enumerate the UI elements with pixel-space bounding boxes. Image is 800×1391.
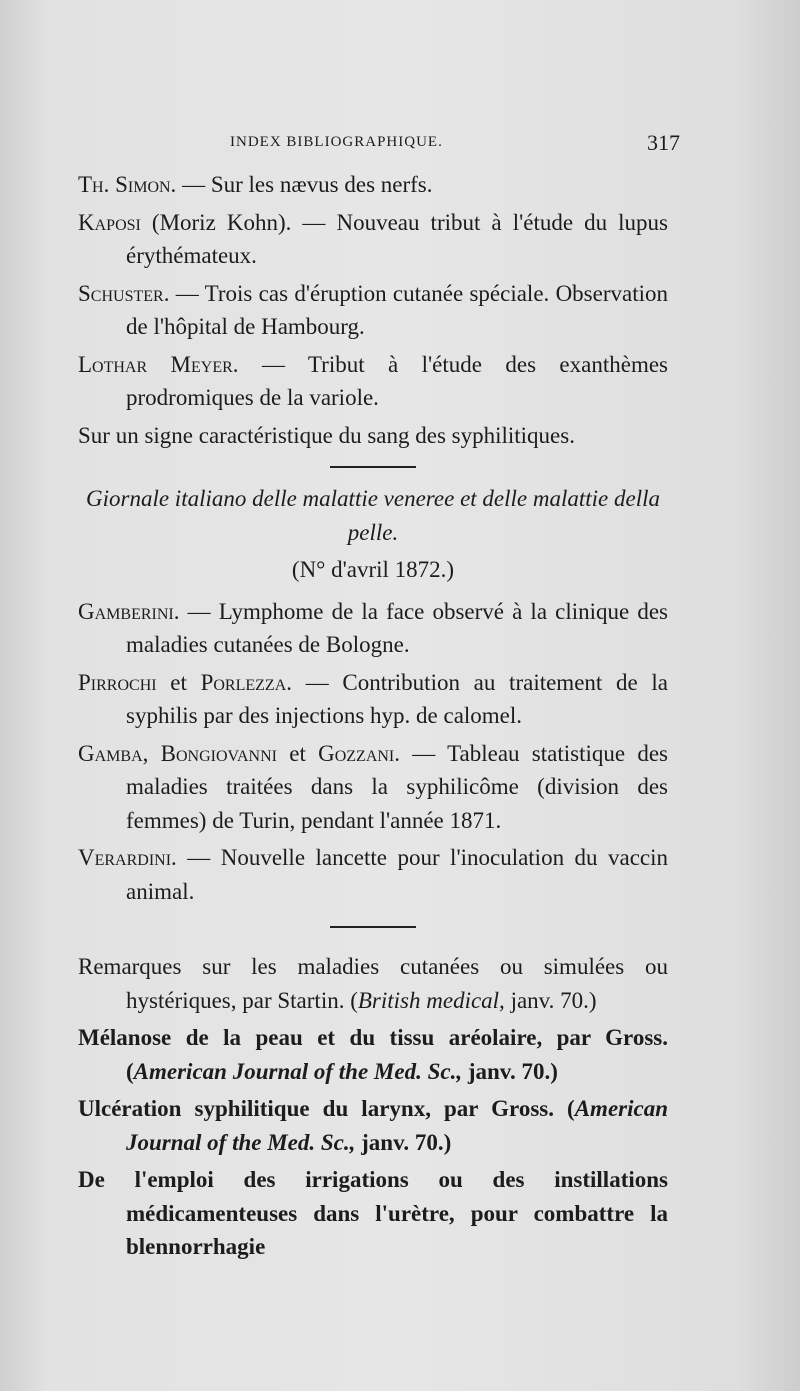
bibliography-entry [78,1021,668,1088]
entry-author: Gamba, Bongiovanni [78,740,277,766]
entry-date: janv. 70.) [504,987,597,1013]
section-divider [330,466,416,468]
bibliography-entry [78,666,668,733]
entry-author: Verardini. [78,845,177,870]
entry-text: — Lymphome de la face observé à la clinique des maladies cutanées de Bologne. [126,598,668,657]
journal-title: Giornale italiano delle malattie veneree et delle malattie della pelle. [86,486,660,545]
entry-text: — Nouvelle lancette pour l'inoculation du vaccin animal. [126,845,668,904]
entry-author: Pirrochi [78,669,157,695]
running-title: INDEX BIBLIOGRAPHIQUE. [230,134,443,150]
bibliography-entry [78,419,668,453]
bibliography-entry [78,206,668,273]
entry-text: (Moriz Kohn). — Nouveau tribut à l'étude du lupus érythémateux. [126,209,668,268]
entry-text: et [156,669,201,695]
entry-author: Schuster. [78,280,170,306]
entry-author: Kaposi [78,209,141,235]
entry-text-second: — Contribution au traitement de la syphilis par des injections hyp. de calomel. [126,669,668,728]
entry-author: Gamberini. [78,598,180,624]
bibliography-content [78,168,668,1268]
bibliography-entry [78,841,668,908]
section-divider [330,926,416,928]
entry-text: — Trois cas d'éruption cutanée spéciale. Observation de l'hôpital de Hambourg. [126,280,668,339]
entry-source: British medical, [357,987,505,1013]
bibliography-entry [78,168,668,202]
journal-issue: (N° d'avril 1872.) [291,557,455,582]
page-header [80,130,680,162]
entry-text: Sur un signe caractéristique du sang des syphilitiques. [78,422,575,448]
entry-date: janv. 70.) [462,1058,558,1084]
page-number: 317 [647,130,680,155]
bibliography-entry [78,595,668,662]
bibliography-entry [78,950,668,1017]
entry-author: Th. Simon. [78,172,177,197]
entry-text-second: — Tableau statistique des maladies traitées dans la syphilicôme (division des femmes) de Turin, pendant l'année 1871. [126,740,668,833]
entry-text: — Sur les nævus des nerfs. [176,172,433,197]
bibliography-entry [78,1092,668,1159]
bibliography-entry [78,348,668,415]
bibliography-entry [78,737,668,838]
entry-author-second: Porlezza. [200,669,292,695]
entry-text: Ulcération syphilitique du larynx, par Gross. ( [78,1096,575,1121]
bibliography-entry [78,277,668,344]
entry-text: — Tribut à l'étude des exanthèmes prodromiques de la variole. [126,351,668,410]
entry-text: et [277,740,319,766]
entry-source: American Journal of the Med. Sc., [126,1096,668,1155]
entry-text: Remarques sur les maladies cutanées ou simulées ou hystériques, par Startin. ( [78,954,668,1013]
entry-source: American Journal of the Med. Sc., [133,1058,463,1084]
entry-text: De l'emploi des irrigations ou des instillations médicamenteuses dans l'urètre, pour combattre la blennorrhagie [78,1167,668,1259]
entry-author: Lothar Meyer. [78,351,239,377]
entry-text: Mélanose de la peau et du tissu aréolaire, par Gross. ( [78,1025,668,1084]
bibliography-entry [78,1163,668,1264]
entry-date: janv. 70.) [355,1129,452,1155]
entry-author-second: Gozzani. [318,740,401,766]
